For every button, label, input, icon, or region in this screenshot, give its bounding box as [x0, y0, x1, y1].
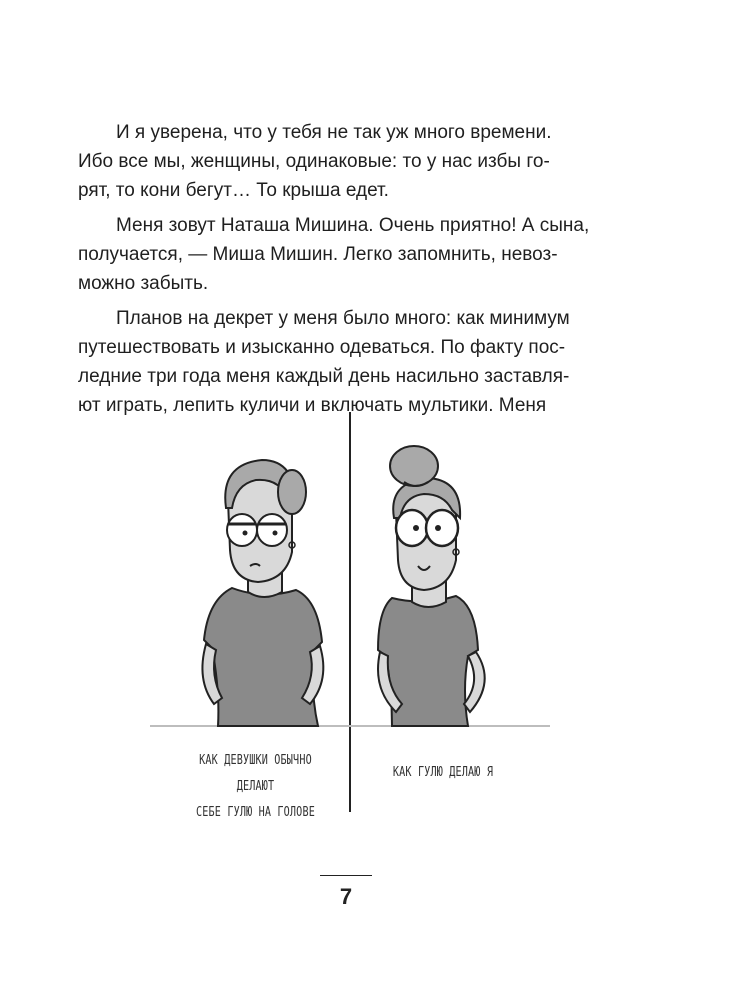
- text-line: ют играть, лепить куличи и включать мультики. Меня: [78, 395, 547, 416]
- right-bun: [390, 446, 438, 486]
- caption-right: КАК ГУЛЮ ДЕЛАЮ Я: [392, 765, 494, 780]
- left-eye-right: [257, 514, 287, 546]
- text-line: рят, то кони бегут… То крыша едет.: [78, 180, 389, 201]
- caption-left-line-2: СЕБЕ ГУЛЮ НА ГОЛОВЕ: [196, 805, 315, 820]
- text-line: Планов на декрет у меня было много: как минимум: [116, 308, 570, 329]
- page-number-rule: [320, 875, 372, 876]
- text-line: И я уверена, что у тебя не так уж много времени.: [116, 122, 552, 143]
- text-line: Меня зовут Наташа Мишина. Очень приятно! А сына,: [116, 215, 590, 236]
- right-eye-right: [426, 510, 458, 546]
- text-line: ледние три года меня каждый день насильно заставля-: [78, 366, 570, 387]
- caption-left-line-1: КАК ДЕВУШКИ ОБЫЧНО ДЕЛАЮТ: [199, 753, 312, 794]
- text-line: путешествовать и изысканно одеваться. По факту пос-: [78, 337, 566, 358]
- right-eye-left: [396, 510, 428, 546]
- text-line: Ибо все мы, женщины, одинаковые: то у нас избы го-: [78, 151, 550, 172]
- left-shirt: [204, 588, 322, 726]
- text-line: получается, — Миша Мишин. Легко запомнить, невоз-: [78, 244, 558, 265]
- left-eye-left: [227, 514, 257, 546]
- left-pupil-right: [273, 531, 278, 536]
- right-pupil-right: [435, 525, 441, 531]
- left-bun: [278, 470, 306, 514]
- woman-neat-bun: [202, 460, 323, 726]
- caption-left: [187, 748, 324, 826]
- text-line: можно забыть.: [78, 273, 209, 294]
- right-pupil-left: [413, 525, 419, 531]
- left-pupil-left: [243, 531, 248, 536]
- woman-messy-bun: [378, 446, 485, 726]
- page-number: 7: [339, 884, 353, 909]
